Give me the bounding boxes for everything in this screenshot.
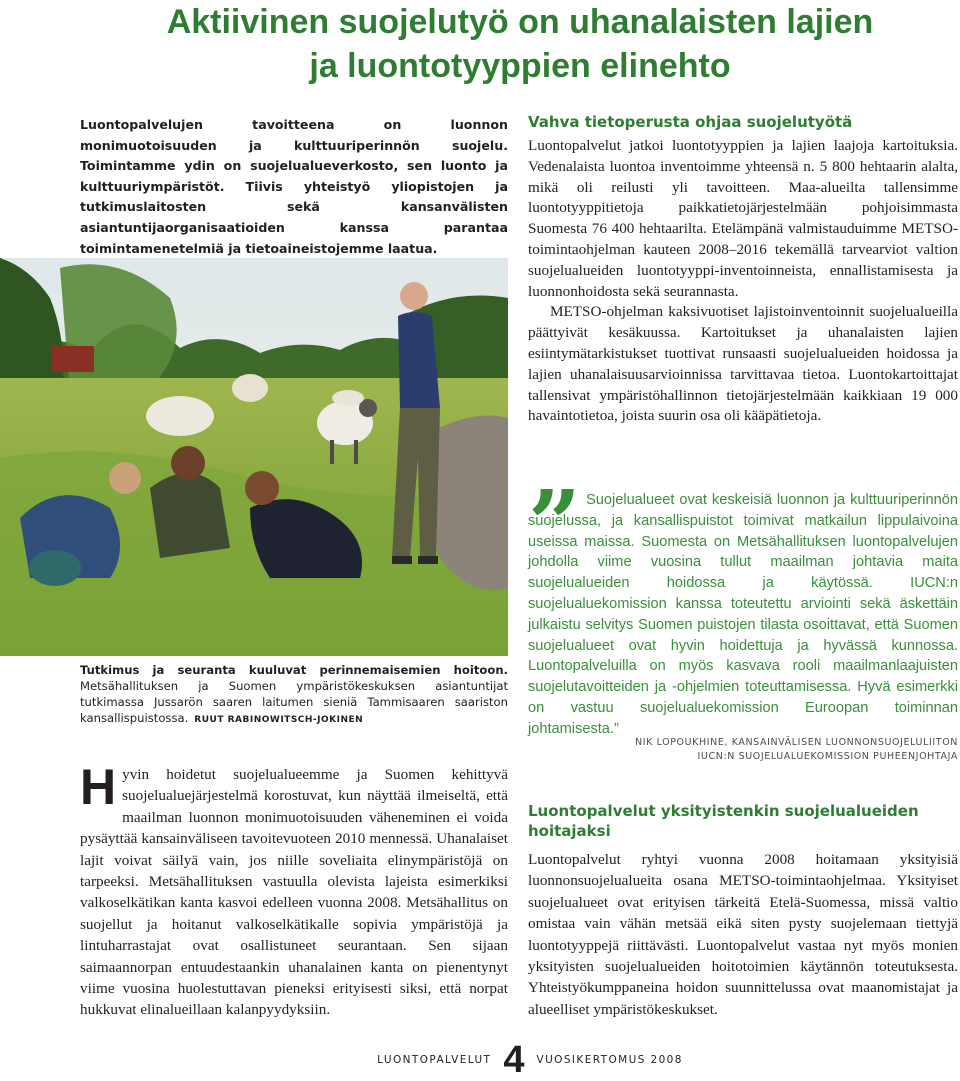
lead-paragraph: Luontopalvelujen tavoitteena on luonnon monimuotoisuuden ja kulttuuriperinnön suojelu. Toimintamme ydin on suojelualueverkosto, sen luonto ja kulttuuriympäristöt. Tiivis yhteistyö yliopistojen ja tutkimuslaitosten sekä kansanvälisten asiantuntijaorganisaatioiden kanssa parantaa toimintamenetelmiä ja tietoaineistojemme laatua. — [80, 117, 508, 256]
photo-caption — [80, 662, 508, 728]
page-number: 4 — [503, 1039, 525, 1081]
page-footer — [0, 1041, 960, 1079]
section-private-areas-body: Luontopalvelut ryhtyi vuonna 2008 hoitamaan yksityisiä luonnonsuojelualueita osana METSO-toimintaohjelmaa. Yksityiset suojelualueet ovat erityisen tärkeitä Etelä-Suomessa, missä valtio omistaa vain vähän metsää eikä siten pysty suojelemaan tiettyjä luontotyyppejä riittävästi. Luontopalvelut vastaa nyt myös monien yksityisten suojelualueiden hoitotoimien käytännön toteutuksesta. Yhteistyökumppaneina hoidon suunnittelussa ovat maanomistajat ja alueelliset ympäristökeskukset. — [528, 851, 958, 1018]
quote-author-line-1: NIK LOPOUKHINE, KANSAINVÄLISEN LUONNONSUOJELULIITON — [635, 737, 958, 748]
photo-illustration — [0, 258, 508, 656]
drop-cap: H — [80, 759, 117, 815]
knowledge-base-paragraph-1: Luontopalvelut jatkoi luontotyyppien ja lajien laajoja kartoituksia. Vedenalaista luontoa inventoimme yhteensä n. 5 800 hehtaarin alalta, mikä oli reilusti yli tavoitteen. Maa-alueilta tallensimme luontotyyppitietoja paikkatietojärjestelmään pohjoisimmasta Suomesta 76 400 hehtaarilta. Etelämpänä valmistauduimme METSO-toimintaohjelman kauteen 2008–2016 tekemällä tarvearviot valtion suojelualueiden luontotyyppi-inventoinneista, ennallistamisesta ja luonnonhoidosta sekä seurannasta. — [528, 137, 958, 300]
field-research-photo — [0, 258, 508, 656]
section-heading-knowledge-base: Vahva tietoperusta ohjaa suojelutyötä — [528, 113, 853, 131]
page-title-line-1: Aktiivinen suojelutyö on uhanalaisten lajien — [166, 3, 874, 41]
quote-mark-icon: ” — [528, 470, 581, 578]
caption-text: Metsähallituksen ja Suomen ympäristökeskuksen asiantuntijat tutkimassa Jussarön saaren laitumen sieniä Tammisaaren saariston kansallispuistossa. — [80, 679, 508, 725]
pull-quote — [528, 490, 958, 740]
pull-quote-text: Suojelualueet ovat keskeisiä luonnon ja kulttuuriperinnön suojelussa, ja kansallispuistot toimivat matkailun lippulaivoina useissa maissa. Suomesta on Metsähallituksen luontopalvelujen johdolla viime vuosina tullut maailman johtavia maita suojelualueiden hoidossa ja käytössä. IUCN:n suojelualuekomission kanssa toteutettu arviointi sekä äskettäin julkaistu selvitys Suomen puistojen tilasta osoittavat, että Suomen suojelualueet ovat hyvin hoidettuja ja hyvässä kunnossa. Luontopalveluilla on myös kasvava rooli maailmanlaajuisten suojelutavoitteiden ja -ohjelmien toteuttamisessa. Hyvä esimerkki on vastuu suojelualuekomission Euroopan toiminnan johtamisesta.” — [528, 492, 958, 737]
page-title — [80, 0, 960, 88]
photo-credit: RUUT RABINOWITSCH-JOKINEN — [194, 715, 364, 725]
footer-publication-name: VUOSIKERTOMUS 2008 — [536, 1054, 683, 1066]
body-left-column — [80, 759, 508, 1021]
body-left-text: yvin hoidetut suojelualueemme ja Suomen kehittyvä suojelualuejärjestelmä korostuvat, kun näyttää ilmeiseltä, että maailman luonnon monimuotoisuuden väheneminen ei voida pysäyttää kansainväliseen tavoitevuoteen 2010 mennessä. Uhanalaiset lajit voivat säilyä vain, jos niille soveliaita elinympäristöjä on tarpeeksi. Metsähallituksen vastuulla olevista lajeista esimerkiksi valkoselkätikan kanta kasvoi edelleen vuonna 2008. Metsähallitus on suojellut ja hoitanut valkoselkätikalle sopivia ympäristöjä ja lintuharrastajat ovat osallistuneet seurantaan. Sen sijaan saimaannorpan entuudestaankin uhanalainen kanta on pienentynyt viime vuosina huolestuttavan pieneksi erityisesti siksi, että norpat hukkuvat elinalueillaan kalanpyydyksiin. — [80, 766, 508, 1019]
section-heading-private-areas: Luontopalvelut yksityistenkin suojelualueiden hoitajaksi — [528, 802, 919, 840]
quote-author — [528, 736, 958, 764]
page-title-line-2: ja luontotyyppien elinehto — [309, 47, 731, 85]
knowledge-base-paragraph-2: METSO-ohjelman kaksivuotiset lajistoinventoinnit suojelualueilla päättyivät kesäkuussa. Kartoitukset ja uhanalaisten lajien esiintymätarkistukset tuottivat runsaasti suojelualueiden hoidossa ja lajien uhanalaisuusarvioinnissa tarvittavaa tietoa. Luontokartoittajat tallensivat ympäristöhallinnon tietojärjestelmään kaikkiaan 19 000 havaintotietoa, joista suurin osa oli kääpätietoja. — [528, 303, 958, 425]
section-knowledge-base-body — [528, 136, 958, 427]
caption-lead: Tutkimus ja seuranta kuuluvat perinnemaisemien hoitoon. — [80, 663, 508, 677]
footer-section-name: LUONTOPALVELUT — [377, 1054, 492, 1066]
quote-author-line-2: IUCN:N SUOJELUALUEKOMISSION PUHEENJOHTAJA — [697, 751, 958, 762]
